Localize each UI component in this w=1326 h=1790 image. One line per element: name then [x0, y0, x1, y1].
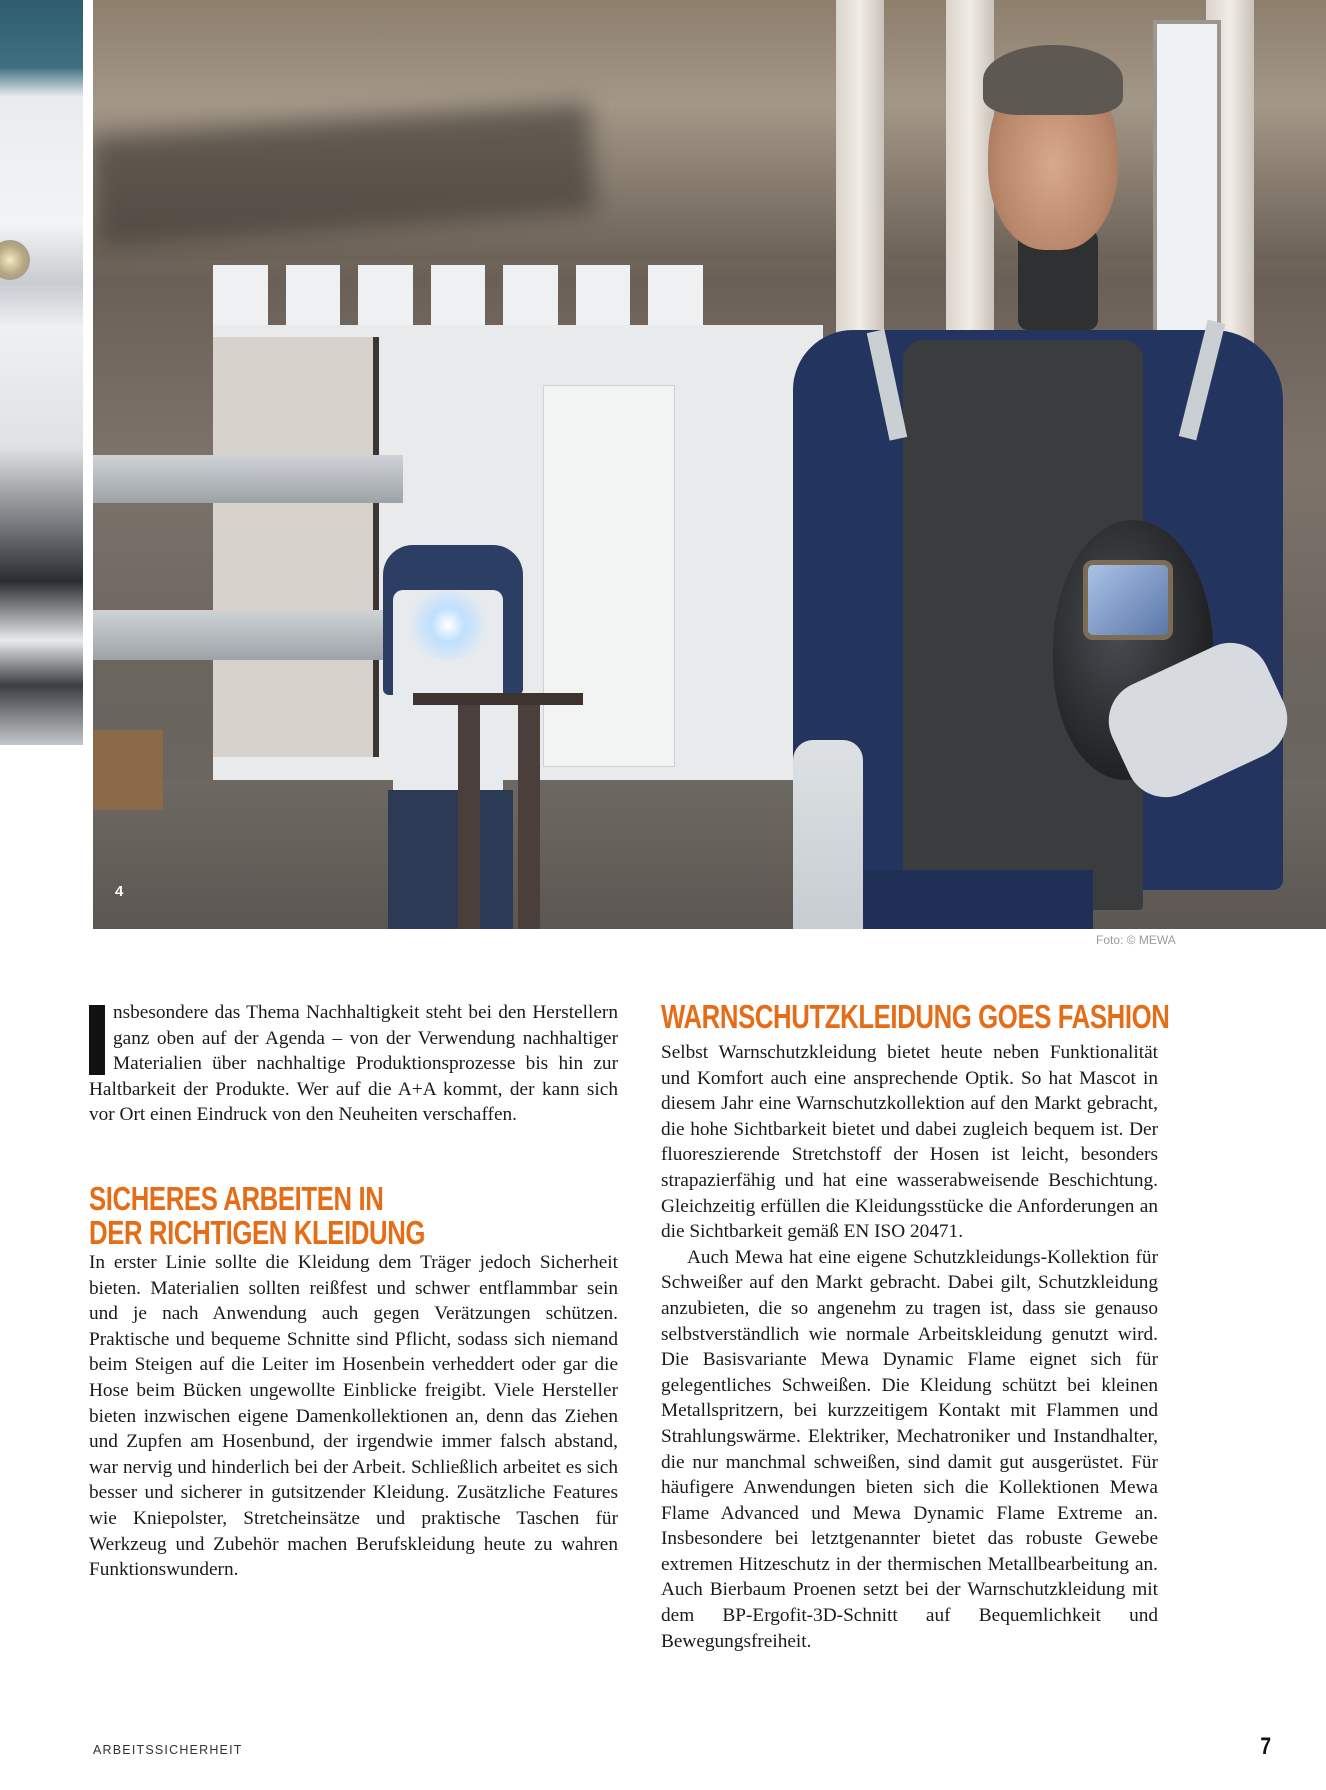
photo-credit: Foto: © MEWA	[1096, 933, 1176, 947]
welding-table	[413, 693, 583, 705]
safety-paragraph: In erster Linie sollte die Kleidung dem Träger jedoch Sicherheit bieten. Materialien sollten reißfest und schwer entflammbar sein und je nach Anwendung auch gegen Verätzungen schützen. Praktische und bequeme Schnitte sind Pflicht, sodass sich niemand beim Steigen auf die Leiter im Hosenbein verheddert oder gar die Hose beim Bücken ungewollte Einblicke freigibt. Viele Hersteller bieten inzwischen eigene Damenkollektionen an, denn das Ziehen und Zupfen am Hosenbund, der irgendwie immer falsch abstand, war nervig und hinderlich bei der Arbeit. Schließlich arbeitet es sich besser und sicherer in gutsitzender Kleidung. Zusätzliche Features wie Kniepolster, Stretcheinsätze und praktische Taschen für Werkzeug und Zubehör machen Berufskleidung heute zu wahren Funktionswundern.	[89, 1251, 618, 1581]
heading-line: DER RICHTIGEN KLEIDUNG	[89, 1213, 426, 1251]
welding-glove	[793, 740, 863, 929]
intro-text: nsbesondere das Thema Nachhaltigkeit steht bei den Herstellern ganz oben auf der Agenda – von der Verwendung nachhaltiger Materialien über nachhaltige Produktionsprozesse bis hin zur Haltbarkeit der Produkte. Wer auf die A+A kommt, der kann sich vor Ort einen Eindruck von den Neuheiten verschaffen.	[89, 1002, 618, 1126]
man-hair	[983, 45, 1123, 115]
helmet-visor	[1083, 560, 1173, 640]
article-column-right	[661, 998, 1170, 1654]
workwear-photo	[93, 0, 1326, 929]
container-panel	[213, 337, 379, 757]
photo-steel-rack	[93, 610, 383, 660]
truck-photo-strip	[0, 0, 83, 745]
page-number: 7	[1260, 1733, 1272, 1760]
welding-spark	[403, 590, 493, 660]
welding-table-leg	[518, 705, 540, 929]
container-door	[543, 385, 675, 767]
figure-number: 4	[115, 883, 124, 900]
heading-line: SICHERES ARBEITEN IN	[89, 1179, 384, 1217]
hivis-paragraph: Selbst Warnschutzkleidung bietet heute neben Funktionalität und Komfort auch eine ansprechende Optik. So hat Mascot in diesem Jahr eine Warnschutzkollektion auf den Markt gebracht, die hohe Sichtbarkeit bietet und dabei zugleich bequem ist. Der fluoreszierende Stretchstoff der Hosen ist leicht, besonders strapazierfähig und hat eine wasserabweisende Beschichtung. Gleichzeitig erfüllen die Kleidungsstücke die Anforderungen an die Sichtbarkeit gemäß EN ISO 20471.	[661, 1042, 1158, 1243]
article-column-left	[89, 1000, 618, 1583]
section-label: ARBEITSSICHERHEIT	[93, 1743, 243, 1757]
photo-windows	[213, 265, 703, 325]
dropcap	[89, 1005, 105, 1075]
intro-paragraph	[89, 1000, 618, 1128]
section-heading-safe-work	[89, 1179, 502, 1251]
truck-headlight	[0, 240, 30, 280]
welder-legs	[388, 790, 513, 929]
photo-steel-rack	[93, 455, 403, 503]
man-trousers	[863, 870, 1093, 929]
mewa-paragraph: Auch Mewa hat eine eigene Schutzkleidungs-Kollektion für Schweißer auf den Markt gebracht. Dabei gilt, Schutzkleidung anzubieten, die so angenehm zu tragen ist, dass sie genauso selbstverständlich wie normale Arbeitskleidung genutzt wird. Die Basisvariante Mewa Dynamic Flame eignet sich für gelegentliches Schweißen. Die Kleidung schützt bei kleinen Metallspritzern, bei kurzzeitigem Kontakt mit Flammen und Strahlungswärme. Elektriker, Mechatroniker und Instandhalter, die nur manchmal schweißen, sind damit gut ausgerüstet. Für häufigere Anwendungen bieten sich die Kollektionen Mewa Flame Advanced und Mewa Dynamic Flame Extreme an. Insbesondere bei letztgenannter bietet das robuste Gewebe extremen Hitzeschutz in der thermischen Metallbearbeitung an. Auch Bierbaum Proenen setzt bei der Warnschutzkleidung mit dem BP-Ergofit-3D-Schnitt auf Bequemlichkeit und Bewegungsfreiheit.	[661, 1246, 1158, 1652]
photo-wood-stack	[93, 730, 163, 810]
section-heading-hivis-fashion: WARNSCHUTZKLEIDUNG GOES FASHION	[661, 998, 1170, 1035]
welding-table-leg	[458, 705, 480, 929]
